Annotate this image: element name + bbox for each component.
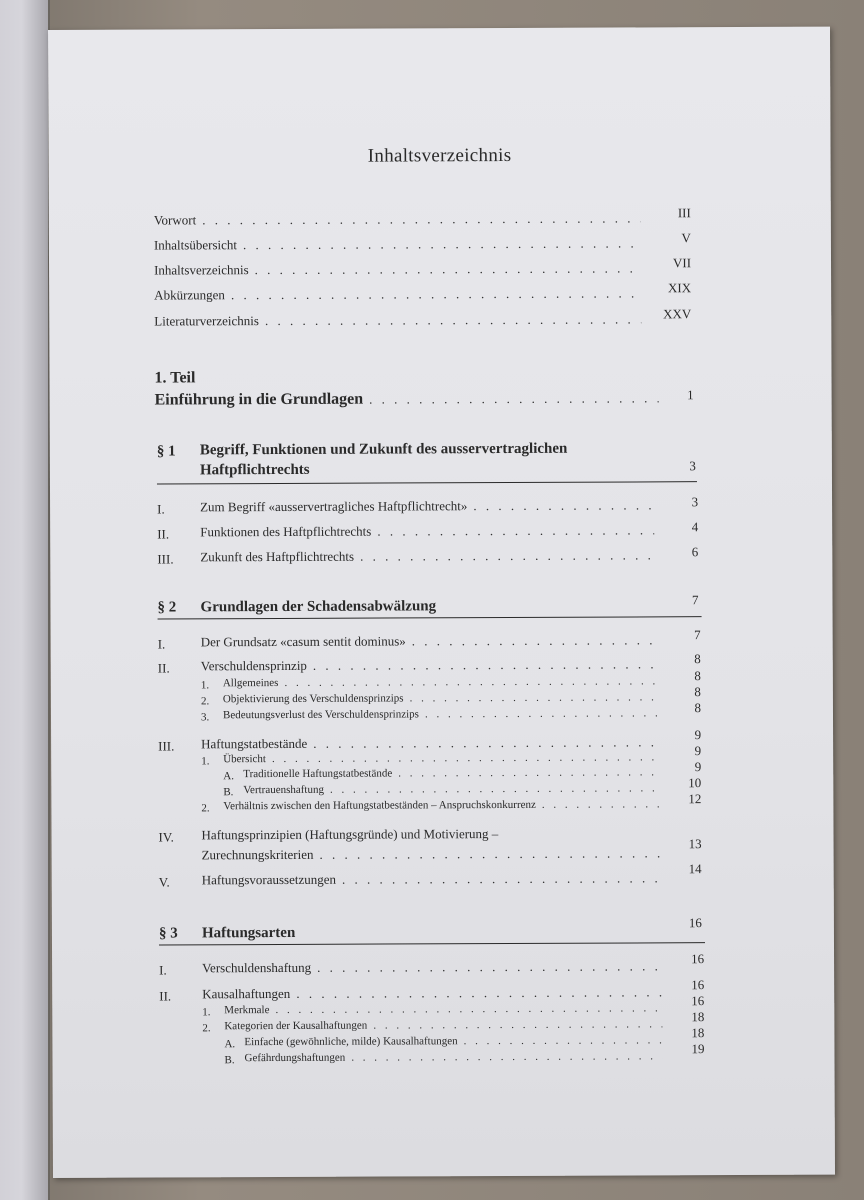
toc-entry[interactable]: Kategorien der Kausalhaftungen . . . [224,1018,668,1032]
toc-page: 7 [694,627,701,643]
toc-entry[interactable]: Haftungsvoraussetzungen . . . [202,870,666,888]
leader-dots [275,1002,662,1016]
leader-dots [231,285,641,303]
toc-page: 18 [691,1025,705,1041]
toc-page: 8 [694,684,701,700]
toc-entry[interactable]: Merkmale . . . [224,1002,668,1016]
leader-dots [255,260,641,278]
item-number: IV. [158,829,174,845]
leader-dots [284,675,658,689]
leader-dots [377,522,654,539]
facing-page-edge [0,0,50,1200]
section-title-line: Begriff, Funktionen und Zukunft des ausservertraglichen [199,440,568,459]
toc-entry[interactable]: Haftungstatbestände . . . [201,734,665,752]
leader-dots [265,311,641,329]
toc-page: 16 [691,993,705,1009]
toc-entry[interactable]: Kausalhaftungen . . . [202,984,668,1002]
leader-dots [360,547,654,564]
toc-entry[interactable]: Einfache (gewöhnliche, milde) Kausalhaftungen . . . [244,1034,668,1048]
item-number: II. [159,988,172,1004]
leader-dots [410,691,659,704]
toc-entry[interactable]: Der Grundsatz «casum sentit dominus» . . . [201,632,665,650]
leader-dots [317,958,662,976]
toc-page: 8 [694,668,701,684]
part-title-entry[interactable]: Einführung in die Grundlagen . . . [155,389,665,409]
toc-page: 4 [691,519,699,535]
item-number: III. [157,551,174,567]
toc-page: 6 [691,544,699,560]
toc-entry[interactable]: Verschuldenshaftung . . . [202,958,668,976]
toc-entry[interactable]: Bedeutungsverlust des Verschuldensprinzips . . . [223,707,665,721]
section-number: § 3 [158,925,178,942]
leader-dots [272,751,659,765]
part-label: 1. Teil [154,369,196,387]
item-number: I. [157,501,165,517]
leader-dots [473,497,654,514]
toc-entry[interactable]: Gefährdungshaftungen . . . [244,1050,668,1064]
item-number: V. [158,874,170,890]
leader-dots [319,845,659,862]
toc-page: III [677,205,691,221]
toc-entry[interactable]: Vertrauenshaftung . . . [243,782,665,796]
leader-dots [202,210,641,228]
item-number: 1. [201,755,210,768]
toc-page: 7 [691,592,699,608]
toc-entry-inhaltsuebersicht[interactable]: Inhaltsübersicht . . . [154,235,647,253]
item-number: 1. [200,679,210,692]
toc-entry-abkuerzungen[interactable]: Abkürzungen . . . [154,285,647,303]
toc-page: XIX [667,280,692,296]
leader-dots [398,766,659,779]
item-number: 2. [201,802,210,815]
toc-page: 16 [691,951,705,967]
toc-entry[interactable]: Verhältnis zwischen den Haftungstatbeständen – Anspruchskonkurrenz . . . [223,798,665,812]
toc-page: VII [672,255,692,271]
toc-page: 9 [694,727,702,743]
section-title[interactable] [200,438,660,480]
item-number: I. [159,962,167,978]
item-number: 1. [202,1006,211,1019]
toc-page: 12 [688,791,702,807]
toc-page: 1 [687,387,694,403]
toc-entry[interactable]: Zurechnungskriterien . . . [202,845,666,863]
toc-page: 9 [694,759,702,775]
item-number: 3. [200,711,210,724]
item-number: 2. [200,695,210,708]
leader-dots [542,798,660,811]
section-title[interactable]: Grundlagen der Schadensabwälzung [200,598,437,616]
book-page [48,27,835,1178]
toc-entry[interactable]: Zum Begriff «ausservertragliches Haftpflichtrecht» . . . [200,497,660,515]
leader-dots [369,390,659,407]
toc-page: V [681,230,691,246]
toc-entry[interactable]: Traditionelle Haftungstatbestände . . . [243,766,665,780]
toc-page: 8 [694,700,701,716]
toc-entry[interactable]: Zukunft des Haftpflichtrechts . . . [200,547,660,565]
section-title[interactable]: Haftungsarten [201,924,296,942]
leader-dots [351,1050,662,1063]
item-number: III. [158,738,175,754]
section-number: § 2 [157,599,177,616]
toc-page: 10 [688,775,702,791]
toc-entry-literaturverzeichnis[interactable]: Literaturverzeichnis . . . [154,311,647,329]
item-number: II. [157,526,170,542]
toc-page: 16 [688,915,702,931]
item-number: B. [224,1054,235,1067]
leader-dots [425,707,659,720]
toc-entry[interactable]: Übersicht . . . [223,751,665,765]
item-number: A. [224,1038,236,1051]
toc-entry[interactable]: Funktionen des Haftpflichtrechts . . . [200,522,660,540]
toc-page: 18 [691,1009,705,1025]
toc-page: 16 [691,977,705,993]
leader-dots [342,870,660,887]
toc-entry-inhaltsverzeichnis[interactable]: Inhaltsverzeichnis . . . [154,260,647,278]
leader-dots [296,984,662,1002]
leader-dots [313,734,659,752]
toc-page: XXV [663,306,692,322]
toc-page: 13 [688,836,702,852]
toc-entry[interactable]: Verschuldensprinzip . . . [201,656,665,674]
item-number: A. [223,770,234,783]
section-rule [157,481,697,484]
section-title-line: Haftpflichtrechts [199,461,310,479]
toc-entry-line[interactable]: Haftungsprinzipien (Haftungsgründe) und Motivierung – [201,826,499,843]
leader-dots [412,632,659,649]
item-number: I. [157,636,166,652]
leader-dots [313,656,659,674]
item-number: 2. [202,1022,211,1035]
toc-page: 14 [688,861,702,877]
leader-dots [330,782,659,795]
toc-entry[interactable]: Objektivierung des Verschuldensprinzips . . . [223,691,665,705]
leader-dots [243,235,641,253]
page-title: Inhaltsverzeichnis [367,144,512,167]
section-number: § 1 [156,443,176,460]
item-number: II. [157,660,170,676]
toc-page: 19 [691,1041,705,1057]
toc-page: 3 [689,458,696,474]
toc-page: 9 [694,743,702,759]
leader-dots [373,1018,662,1031]
toc-page: 8 [694,651,701,667]
item-number: B. [223,786,234,799]
toc-entry-vorwort[interactable]: Vorwort . . . [154,210,647,228]
leader-dots [464,1034,663,1047]
toc-entry[interactable]: Allgemeines . . . [223,675,665,689]
toc-page: 3 [691,494,699,510]
